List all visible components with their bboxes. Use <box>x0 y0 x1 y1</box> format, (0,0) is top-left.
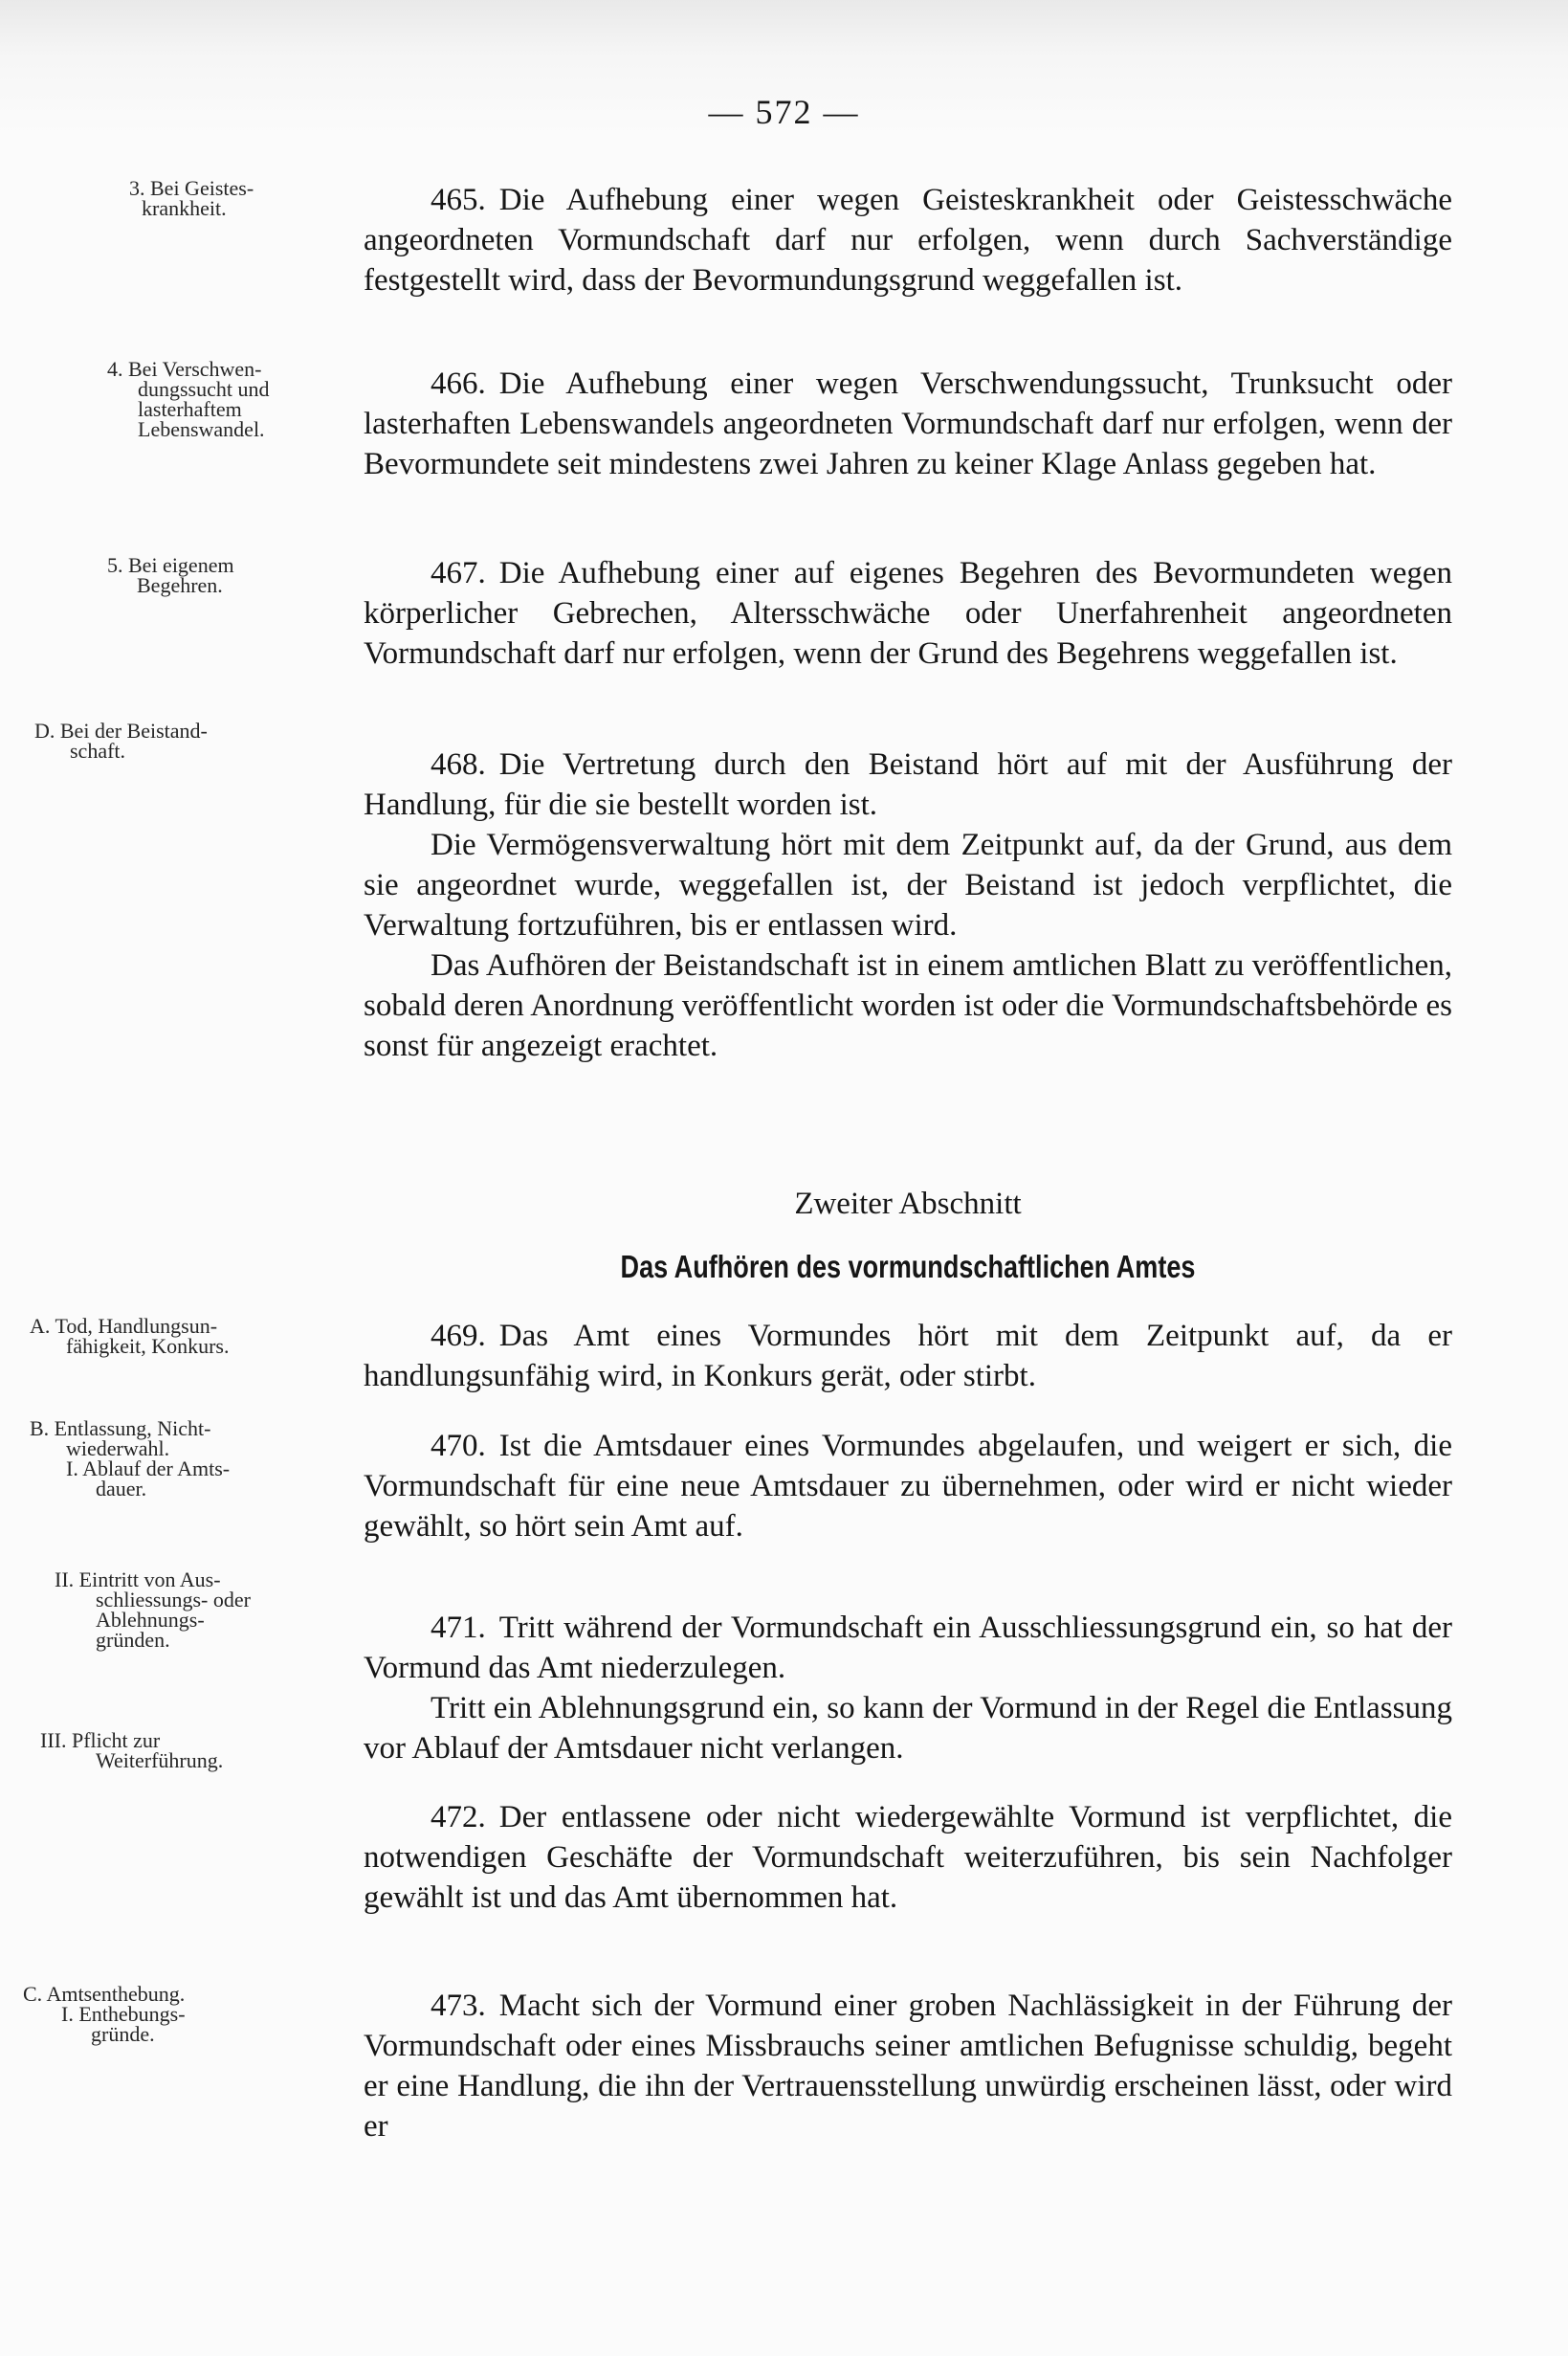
article-466 <box>364 364 1452 484</box>
sidenote-tod-konkurs <box>0 1316 344 1356</box>
article-paragraph <box>364 1688 1452 1768</box>
article-text: Die Vertretung durch den Beistand hört auf mit der Ausführung der Handlung, für die sie bestellt worden ist. <box>364 747 1452 822</box>
sidenote-line: A. Tod, Handlungsun- <box>30 1314 218 1338</box>
sidenote-line: D. Bei der Beistand- <box>34 719 208 743</box>
section-label: Zweiter Abschnitt <box>794 1187 1022 1221</box>
article-paragraph <box>364 745 1452 825</box>
article-text: Tritt ein Ablehnungsgrund ein, so kann der Vormund in der Regel die Entlassung vor Ablauf der Amtsdauer nicht verlangen. <box>364 1691 1452 1766</box>
article-470 <box>364 1426 1452 1546</box>
article-text: Die Aufhebung einer auf eigenes Begehren des Bevormundeten wegen körperlicher Gebrechen, Altersschwäche oder Unerfahrenheit angeordneten Vormundschaft darf nur erfolgen, wenn der Grund des Begehrens weggefallen ist. <box>364 556 1452 671</box>
article-text: Der entlassene oder nicht wiedergewählte Vormund ist verpflichtet, die notwendigen Geschäfte der Vormundschaft weiterzuführen, bis sein Nachfolger gewählt ist und das Amt übernommen hat. <box>364 1800 1452 1915</box>
sidenote-line: Begehren. <box>137 573 223 597</box>
sidenote-line: gründen. <box>96 1628 170 1652</box>
sidenote-geisteskrankheit <box>0 178 344 218</box>
article-text: Das Amt eines Vormundes hört mit dem Zeitpunkt auf, da er handlungsunfähig wird, in Konkurs gerät, oder stirbt. <box>364 1319 1452 1393</box>
article-text: Tritt während der Vormundschaft ein Ausschliessungsgrund ein, so hat der Vormund das Amt niederzulegen. <box>364 1611 1452 1685</box>
sidenote-eigenes-begehren <box>0 555 344 595</box>
sidenote-line: B. Entlassung, Nicht- <box>30 1416 211 1440</box>
article-number: 467. <box>431 556 486 590</box>
article-467 <box>364 553 1452 674</box>
article-text: Die Vermögensverwaltung hört mit dem Zeitpunkt auf, da der Grund, aus dem sie angeordnet wurde, weggefallen ist, der Beistand ist jedoch verpflichtet, die Verwaltung fortzuführen, bis er entlassen wird. <box>364 828 1452 943</box>
article-paragraph <box>364 553 1452 674</box>
sidenote-line: fähigkeit, Konkurs. <box>66 1334 230 1358</box>
sidenote-line: Ablehnungs- <box>96 1608 205 1632</box>
article-paragraph <box>364 1426 1452 1546</box>
article-paragraph <box>364 1316 1452 1396</box>
sidenote-line: gründe. <box>91 2022 155 2046</box>
sidenote-line: Lebenswandel. <box>138 417 265 441</box>
article-paragraph <box>364 1608 1452 1688</box>
article-paragraph <box>364 364 1452 484</box>
sidenote-line: 4. Bei Verschwen- <box>107 357 262 381</box>
article-465 <box>364 180 1452 300</box>
article-number: 473. <box>431 1989 486 2023</box>
sidenote-entlassung <box>0 1418 344 1499</box>
article-paragraph <box>364 1797 1452 1918</box>
article-text: Ist die Amtsdauer eines Vormundes abgelaufen, und weigert er sich, die Vormundschaft für eine neue Amtsdauer zu übernehmen, oder wird er nicht wieder gewählt, so hört sein Amt auf. <box>364 1429 1452 1544</box>
article-paragraph <box>364 180 1452 300</box>
sidenote-ausschliessung <box>0 1569 344 1650</box>
sidenote-line: dauer. <box>96 1477 147 1500</box>
article-472 <box>364 1797 1452 1918</box>
sidenote-line: C. Amtsenthebung. <box>23 1982 186 2006</box>
sidenote-weiterfuehrung <box>0 1730 344 1770</box>
sidenote-amtsenthebung <box>0 1984 344 2044</box>
article-469 <box>364 1316 1452 1396</box>
sidenote-line: schaft. <box>70 739 126 763</box>
article-468 <box>364 745 1452 1066</box>
sidenote-line: krankheit. <box>142 196 227 220</box>
sidenote-line: 3. Bei Geistes- <box>129 176 254 200</box>
sidenote-line: III. Pflicht zur <box>40 1728 161 1752</box>
sidenote-line: Weiterführung. <box>96 1748 224 1772</box>
article-text: Das Aufhören der Beistandschaft ist in einem amtlichen Blatt zu veröffentlichen, sobald deren Anordnung veröffentlicht worden ist oder die Vormundschaftsbehörde es sonst für angezeigt erachtet. <box>364 948 1452 1063</box>
article-paragraph <box>364 825 1452 945</box>
article-471 <box>364 1608 1452 1768</box>
article-number: 469. <box>431 1319 486 1353</box>
sidenote-line: schliessungs- oder <box>96 1588 251 1611</box>
sidenote-line: dungssucht und <box>138 377 270 401</box>
article-number: 472. <box>431 1800 486 1834</box>
article-number: 470. <box>431 1429 486 1463</box>
article-paragraph <box>364 1986 1452 2146</box>
sidenote-line: 5. Bei eigenem <box>107 553 234 577</box>
article-text: Macht sich der Vormund einer groben Nachlässigkeit in der Führung der Vormundschaft oder eines Missbrauchs seiner amtlichen Befugnisse schuldig, begeht er eine Handlung, die ihn der Vertrauensstellung unwürdig erscheinen lässt, oder wird er <box>364 1989 1452 2144</box>
article-number: 466. <box>431 367 486 401</box>
sidenote-line: wiederwahl. <box>66 1436 170 1460</box>
article-text: Die Aufhebung einer wegen Verschwendungssucht, Trunksucht oder lasterhaften Lebenswandels angeordneten Vormundschaft darf nur erfolgen, wenn der Bevormundete seit mindestens zwei Jahren zu keiner Klage Anlass gegeben hat. <box>364 367 1452 481</box>
section-title: Das Aufhören des vormundschaftlichen Amtes <box>620 1249 1196 1284</box>
sidenote-line: I. Enthebungs- <box>61 2002 186 2026</box>
sidenote-verschwendung <box>0 359 344 439</box>
sidenote-line: II. Eintritt von Aus- <box>55 1567 221 1591</box>
article-text: Die Aufhebung einer wegen Geisteskrankheit oder Geistesschwäche angeordneten Vormundschaft darf nur erfolgen, wenn durch Sachverständige festgestellt wird, dass der Bevormundungsgrund weggefallen ist. <box>364 183 1452 298</box>
article-number: 471. <box>431 1611 486 1645</box>
page-number: — 572 — <box>708 93 860 131</box>
article-number: 468. <box>431 747 486 782</box>
article-paragraph <box>364 945 1452 1066</box>
article-473 <box>364 1986 1452 2146</box>
sidenote-line: I. Ablauf der Amts- <box>66 1456 231 1480</box>
article-number: 465. <box>431 183 486 217</box>
sidenote-beistandschaft <box>0 721 344 761</box>
sidenote-line: lasterhaftem <box>138 397 242 421</box>
